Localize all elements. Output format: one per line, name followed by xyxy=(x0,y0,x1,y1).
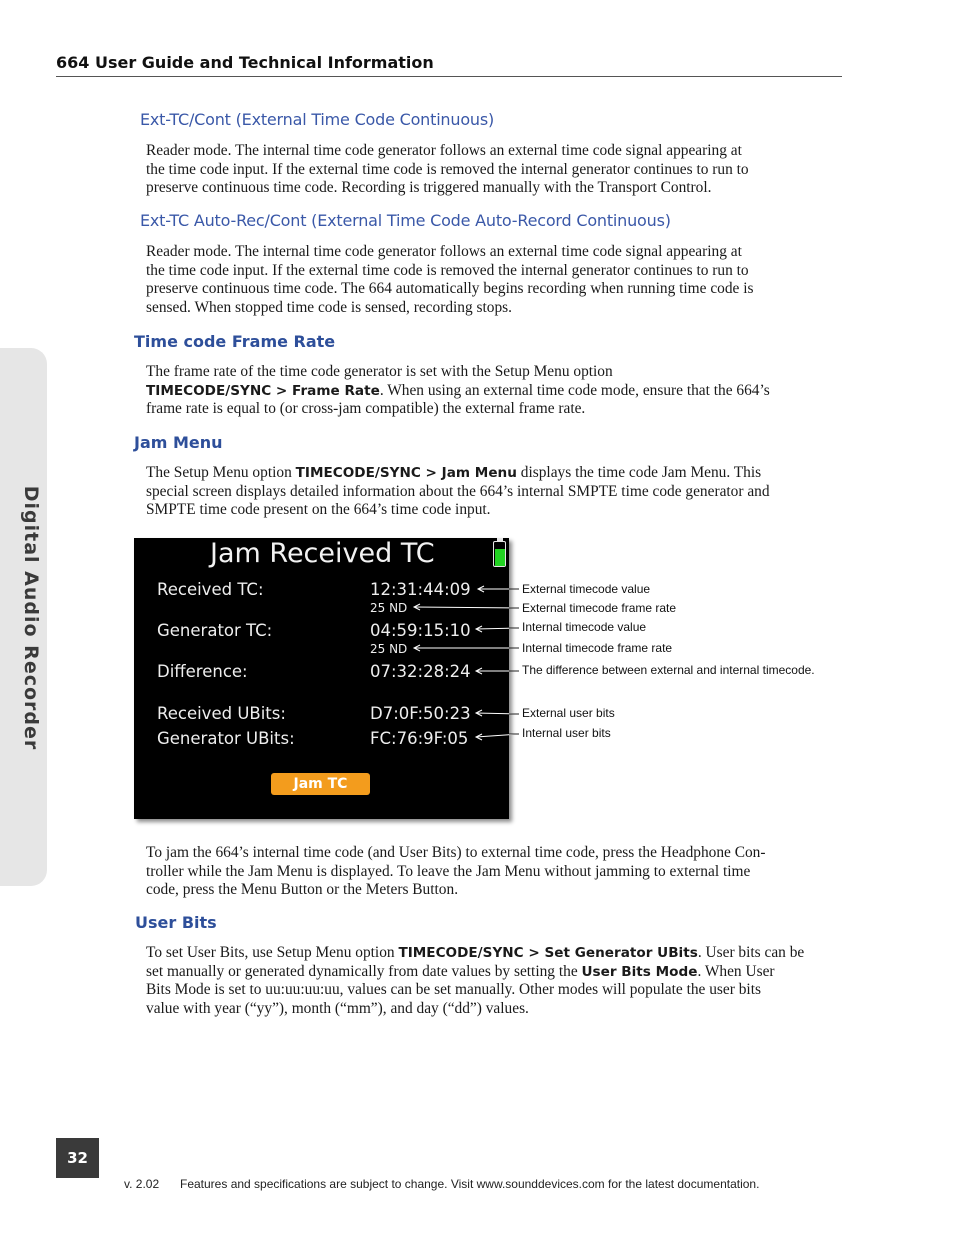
page-number: 32 xyxy=(56,1138,99,1178)
text-line: Bits Mode is set to uu:uu:uu:uu, values can be set manually. Other modes will populate the user bits xyxy=(146,981,761,999)
text-run: The Setup Menu option xyxy=(146,464,296,481)
text-line: the time code input. If the external time code is removed the internal generator continues to run to xyxy=(146,160,749,178)
text-line xyxy=(146,963,842,982)
text-line: SMPTE time code present on the 664’s time code input. xyxy=(146,501,491,519)
text-line: preserve continuous time code. Recording is triggered manually with the Transport Control. xyxy=(146,179,712,197)
header-rule xyxy=(56,76,842,77)
text-line: frame rate is equal to (or cross-jam compatible) the external frame rate. xyxy=(146,400,586,418)
text-line: Reader mode. The internal time code generator follows an external time code signal appearing at xyxy=(146,142,742,159)
text-line: troller while the Jam Menu is displayed. To leave the Jam Menu without jamming to external time xyxy=(146,862,751,880)
text-line: code, press the Menu Button or the Meters Button. xyxy=(146,881,459,899)
generator-ubits-label: Generator UBits: xyxy=(157,729,295,748)
callout-internal-user-bits: Internal user bits xyxy=(522,726,611,740)
para-ext-tc-auto-rec xyxy=(146,243,842,318)
received-tc-value: 12:31:44:09 xyxy=(370,580,471,599)
text-line: sensed. When stopped time code is sensed, recording stops. xyxy=(146,299,513,317)
heading-frame-rate: Time code Frame Rate xyxy=(134,332,336,351)
menu-path: User Bits Mode xyxy=(581,963,698,980)
text-line xyxy=(146,944,842,963)
text-run: displays the time code Jam Menu. This xyxy=(516,464,762,481)
battery-level xyxy=(495,549,505,566)
menu-path: TIMECODE/SYNC > Set Generator UBits xyxy=(398,945,698,961)
screen-title: Jam Received TC xyxy=(210,538,435,569)
callout-difference: The difference between external and internal timecode. xyxy=(522,663,815,677)
generator-tc-rate: 25 ND xyxy=(370,642,408,656)
callout-external-timecode-value: External timecode value xyxy=(522,582,651,596)
para-user-bits xyxy=(146,944,842,1019)
text-run: . When using an external time code mode, ensure that the 664’s xyxy=(379,381,770,399)
generator-tc-value: 04:59:15:10 xyxy=(370,621,471,640)
heading-ext-tc-cont: Ext-TC/Cont (External Time Code Continuous) xyxy=(140,110,495,129)
text-line xyxy=(146,382,842,401)
text-line: The frame rate of the time code generator is set with the Setup Menu option xyxy=(146,363,613,380)
received-tc-label: Received TC: xyxy=(157,580,264,599)
menu-path: TIMECODE/SYNC > Frame Rate xyxy=(146,382,380,399)
heading-ext-tc-auto-rec: Ext-TC Auto-Rec/Cont (External Time Code Auto-Record Continuous) xyxy=(140,211,671,230)
para-ext-tc-cont xyxy=(146,142,842,198)
received-ubits-label: Received UBits: xyxy=(157,704,286,723)
callout-internal-timecode-value: Internal timecode value xyxy=(522,620,647,634)
text-line: To jam the 664’s internal time code (and User Bits) to external time code, press the Headphone Con- xyxy=(146,844,766,861)
received-ubits-value: D7:0F:50:23 xyxy=(370,704,471,723)
jam-tc-button[interactable]: Jam TC xyxy=(271,773,370,795)
footer-notice: Features and specifications are subject to change. Visit www.sounddevices.com for the latest documentation. xyxy=(180,1177,760,1191)
received-tc-rate: 25 ND xyxy=(370,601,408,615)
para-frame-rate xyxy=(146,363,842,419)
para-jam-instructions xyxy=(146,844,842,900)
text-run: To set User Bits, use Setup Menu option xyxy=(146,944,399,961)
footer-version: v. 2.02 xyxy=(124,1177,160,1191)
text-line xyxy=(146,464,842,483)
para-jam-menu xyxy=(146,464,842,520)
side-tab-label: Digital Audio Recorder xyxy=(20,485,42,751)
menu-path: TIMECODE/SYNC > Jam Menu xyxy=(295,465,517,481)
heading-user-bits: User Bits xyxy=(135,913,217,932)
callout-internal-frame-rate: Internal timecode frame rate xyxy=(522,641,673,655)
callout-external-frame-rate: External timecode frame rate xyxy=(522,601,677,615)
text-run: set manually or generated dynamically from date values by setting the xyxy=(146,962,582,980)
text-line: the time code input. If the external time code is removed the internal generator continues to run to xyxy=(146,261,749,279)
text-run: . User bits can be xyxy=(697,944,805,961)
text-line: Reader mode. The internal time code generator follows an external time code signal appearing at xyxy=(146,243,742,260)
callout-external-user-bits: External user bits xyxy=(522,706,615,720)
heading-jam-menu: Jam Menu xyxy=(134,433,223,452)
generator-ubits-value: FC:76:9F:05 xyxy=(370,729,469,748)
generator-tc-label: Generator TC: xyxy=(157,621,273,640)
text-line: value with year (“yy”), month (“mm”), and day (“dd”) values. xyxy=(146,1000,529,1018)
text-line: special screen displays detailed information about the 664’s internal SMPTE time code generator and xyxy=(146,482,770,500)
difference-label: Difference: xyxy=(157,662,248,681)
text-line: preserve continuous time code. The 664 automatically begins recording when running time code is xyxy=(146,280,754,298)
text-run: . When User xyxy=(697,962,775,980)
header-title: 664 User Guide and Technical Information xyxy=(56,53,434,72)
difference-value: 07:32:28:24 xyxy=(370,662,471,681)
jam-menu-screenshot xyxy=(134,538,509,819)
